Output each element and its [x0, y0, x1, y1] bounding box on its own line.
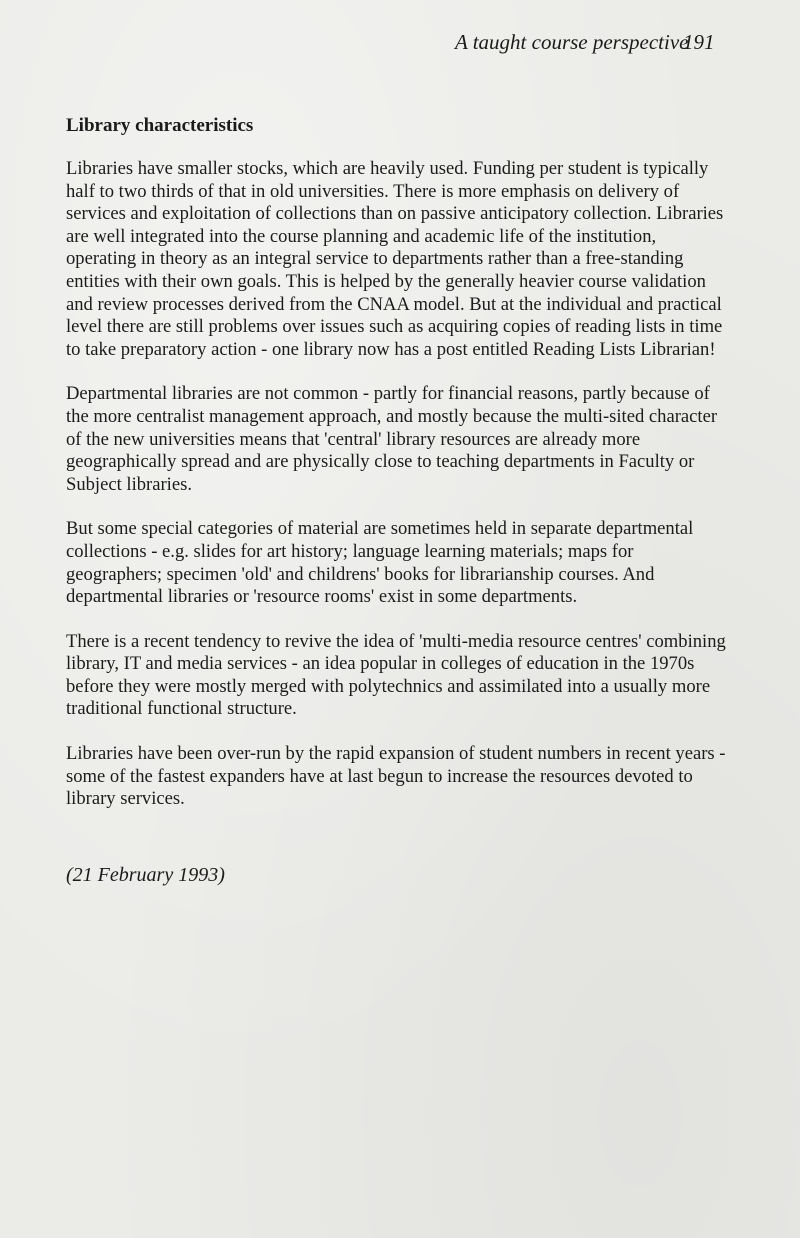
section-heading: Library characteristics: [66, 115, 254, 136]
date-note: (21 February 1993): [66, 863, 225, 886]
paragraph: But some special categories of material are sometimes held in separate departmental collections - e.g. slides for art history; language learning materials; maps for geographers; specimen 'old' and childrens' books for librarianship courses. And departmental libraries or 'resource rooms' exist in some departments.: [66, 518, 694, 608]
paragraph: Departmental libraries are not common - partly for financial reasons, partly because of the more centralist management approach, and mostly because the multi-sited character of the new universities means that 'central' library resources are already more geographically spread and are physically close to teaching departments in Faculty or Subject libraries.: [66, 383, 718, 495]
running-head-title: A taught course perspective: [455, 30, 689, 54]
paragraph: There is a recent tendency to revive the idea of 'multi-media resource centres' combining library, IT and media services - an idea popular in colleges of education in the 1970s before they were mostly merged with polytechnics and assimilated into a usually more traditional functional structure.: [66, 630, 726, 720]
page-number: 191: [683, 30, 715, 54]
paragraph: Libraries have smaller stocks, which are heavily used. Funding per student is typically half to two thirds of that in old universities. There is more emphasis on delivery of services and exploitation of collections than on passive anticipatory collection. Libraries are well integrated into the course planning and academic life of the institution, operating in theory as an integral service to departments rather than a free-standing entities with their own goals. This is helped by the generally heavier course validation and review processes derived from the CNAA model. But at the individual and practical level there are still problems over issues such as acquiring copies of reading lists in time to take preparatory action - one library now has a post entitled Reading Lists Librarian!: [66, 158, 724, 360]
main-content: [66, 114, 726, 887]
paragraph: Libraries have been over-run by the rapid expansion of student numbers in recent years - some of the fastest expanders have at last begun to increase the resources devoted to library services.: [66, 743, 726, 810]
